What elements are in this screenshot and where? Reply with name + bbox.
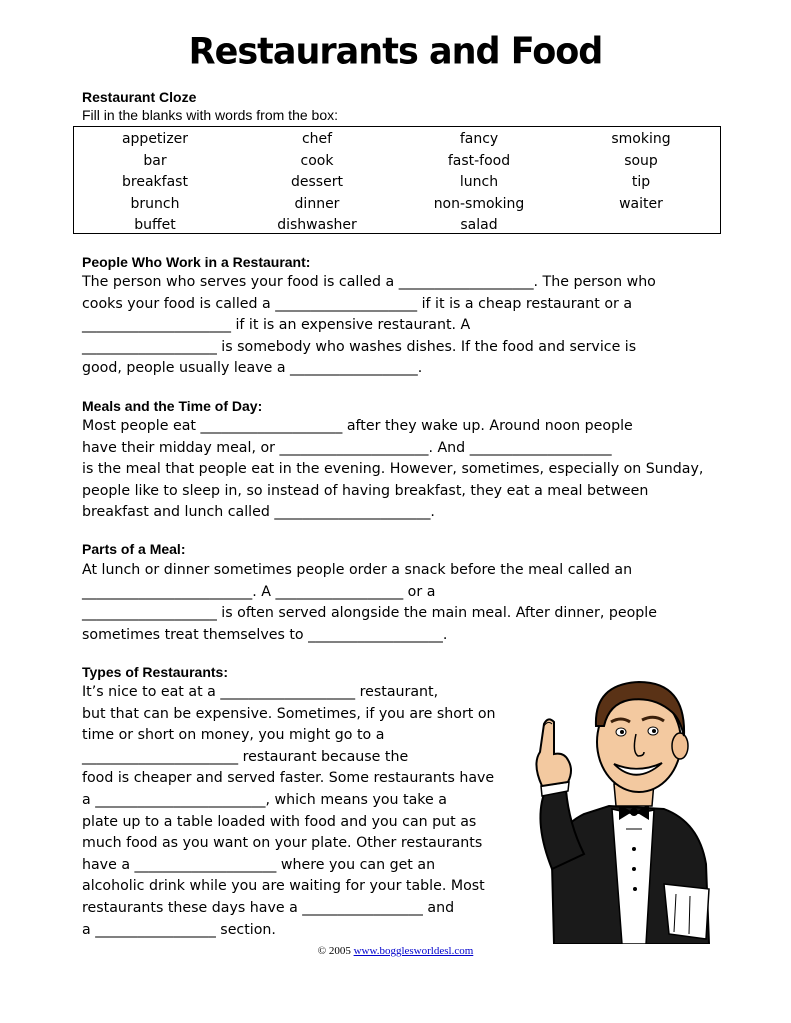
section-paragraph <box>82 416 703 524</box>
word-bank-item: tip <box>631 174 651 191</box>
word-bank-item: appetizer <box>121 131 189 147</box>
paragraph-line: a ________________________, which means you take a <box>82 791 447 808</box>
paragraph-line: a _________________ section. <box>82 921 276 938</box>
paragraph-line: breakfast and lunch called ______________________. <box>82 504 435 521</box>
paragraph-line: restaurants these days have a _________________ and <box>82 899 455 916</box>
word-bank-item: fast-food <box>447 152 511 169</box>
paragraph-line: alcoholic drink while you are waiting for your table. Most <box>82 878 485 895</box>
copyright-text: © 2005 <box>317 945 351 957</box>
paragraph-line: good, people usually leave a __________________. <box>82 360 423 377</box>
word-bank-item: brunch <box>130 195 180 212</box>
word-bank-item: lunch <box>459 174 499 191</box>
paragraph-line: _____________________ if it is an expensive restaurant. A <box>82 317 471 334</box>
word-bank-item: dinner <box>294 195 340 212</box>
word-column <box>398 129 560 237</box>
word-bank-item: buffet <box>134 217 176 234</box>
paragraph-line: plate up to a table loaded with food and you can put as <box>82 813 477 830</box>
paragraph-line: It’s nice to eat at a ___________________ restaurant, <box>82 684 439 700</box>
word-bank-item: waiter <box>619 195 663 212</box>
word-bank-item: dessert <box>291 174 343 191</box>
word-bank-item: non-smoking <box>433 195 525 212</box>
paragraph-line: ______________________ restaurant because the <box>82 748 409 765</box>
section-heading: Parts of a Meal: <box>82 541 186 557</box>
word-bank-item: salad <box>460 217 498 234</box>
word-bank-item: dishwasher <box>277 217 357 234</box>
paragraph-line: people like to sleep in, so instead of having breakfast, they eat a meal between <box>82 482 649 499</box>
section-heading: Meals and the Time of Day: <box>82 398 263 414</box>
section-heading: Types of Restaurants: <box>82 664 228 680</box>
paragraph-line: The person who serves your food is called a ___________________. The person who <box>82 274 656 290</box>
section-paragraph <box>82 560 657 646</box>
paragraph-line: cooks your food is called a ____________________ if it is a cheap restaurant or a <box>82 295 633 312</box>
word-bank-item: smoking <box>611 131 671 147</box>
footer-link[interactable]: www.bogglesworldesl.com <box>353 945 474 957</box>
word-bank-item: chef <box>301 131 333 147</box>
word-box <box>73 126 721 234</box>
paragraph-line: much food as you want on your plate. Other restaurants <box>82 835 483 852</box>
paragraph-line: ________________________. A __________________ or a <box>82 583 436 600</box>
paragraph-line: is the meal that people eat in the evening. However, sometimes, especially on Sunday, <box>82 461 704 478</box>
paragraph-line: have their midday meal, or _____________________. And ____________________ <box>82 439 612 456</box>
paragraph-line: Most people eat ____________________ after they wake up. Around noon people <box>82 418 633 434</box>
paragraph-line: ___________________ is somebody who washes dishes. If the food and service is <box>82 338 637 355</box>
word-bank-item: bar <box>143 152 167 169</box>
paragraph-line: ___________________ is often served alongside the main meal. After dinner, people <box>82 605 657 622</box>
paragraph-line: time or short on money, you might go to a <box>82 727 385 744</box>
waiter-illustration <box>514 664 714 944</box>
word-bank-item: breakfast <box>122 174 188 191</box>
paragraph-line: sometimes treat themselves to ___________________. <box>82 626 448 643</box>
word-bank-item: soup <box>624 152 658 169</box>
word-column <box>74 129 236 237</box>
word-bank-item: cook <box>300 152 334 169</box>
paragraph-line: At lunch or dinner sometimes people order a snack before the meal called an <box>82 562 633 578</box>
section-paragraph <box>82 682 496 941</box>
paragraph-line: food is cheaper and served faster. Some restaurants have <box>82 770 495 787</box>
section-heading: People Who Work in a Restaurant: <box>82 254 311 270</box>
paragraph-line: but that can be expensive. Sometimes, if you are short on <box>82 705 496 722</box>
word-column <box>236 129 398 237</box>
cloze-heading: Restaurant Cloze <box>82 89 197 105</box>
word-column <box>560 129 722 215</box>
paragraph-line: have a ____________________ where you can get an <box>82 856 436 873</box>
section-paragraph <box>82 272 656 380</box>
page-title: Restaurants and Food <box>188 31 603 73</box>
cloze-instructions: Fill in the blanks with words from the box: <box>82 107 338 123</box>
footer <box>0 945 791 957</box>
word-bank-item: fancy <box>459 131 499 147</box>
